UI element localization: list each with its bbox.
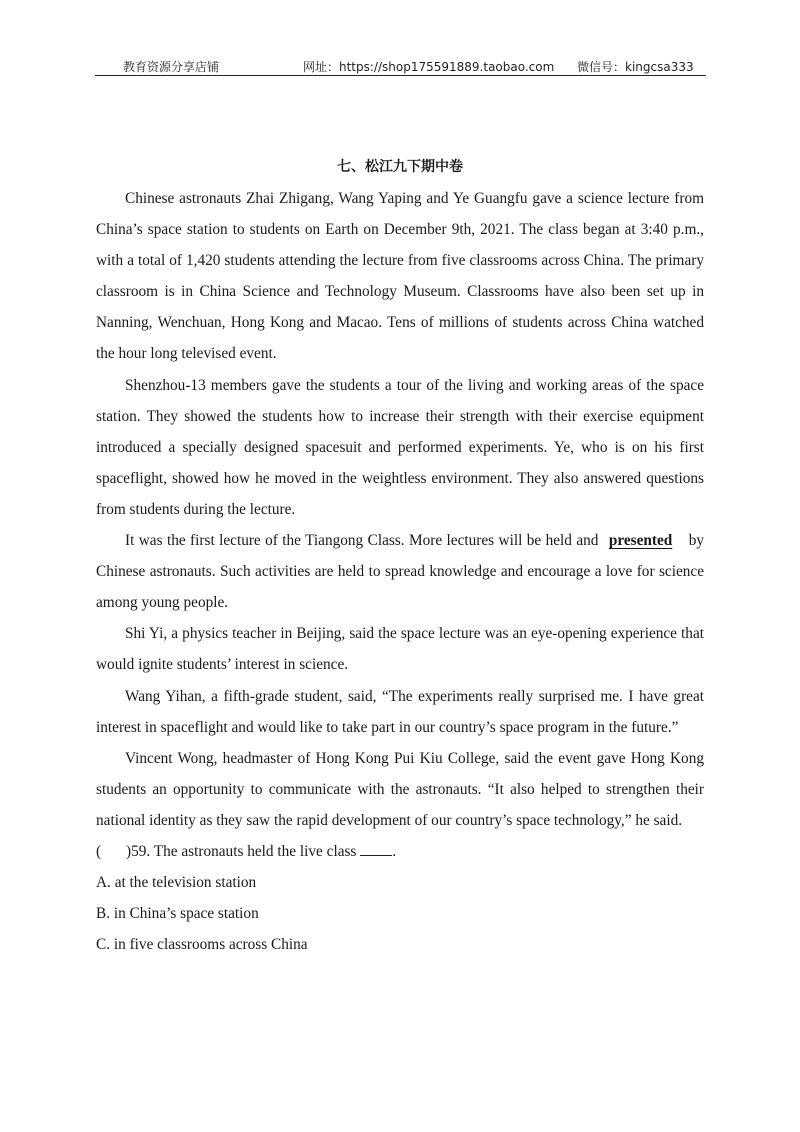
page-header bbox=[95, 55, 706, 76]
question-text: )59. The astronauts held the live class bbox=[126, 842, 357, 860]
answer-blank: presented bbox=[608, 532, 673, 550]
question-blank bbox=[360, 841, 392, 856]
paragraph-6: Vincent Wong, headmaster of Hong Kong Pui Kiu College, said the event gave Hong Kong students an opportunity to communicate with the astronauts. “It also helped to strengthen their national identity as they saw the rapid development of our country’s space technology,” he said. bbox=[96, 749, 704, 829]
document-body bbox=[96, 152, 704, 960]
option-a: A. at the television station bbox=[96, 874, 257, 892]
header-shop-name: 教育资源分享店铺 bbox=[123, 60, 220, 74]
question-59 bbox=[96, 836, 704, 867]
paragraph-3 bbox=[96, 525, 704, 618]
paragraph-4: Shi Yi, a physics teacher in Beijing, said the space lecture was an eye-opening experience that would ignite students’ interest in science. bbox=[96, 625, 704, 674]
header-wechat: 微信号：kingcsa333 bbox=[577, 60, 694, 74]
option-b: B. in China’s space station bbox=[96, 905, 259, 923]
question-end: . bbox=[392, 842, 397, 860]
paragraph-3-after: by Chinese astronauts. Such activities are held to spread knowledge and encourage a love for science among young people. bbox=[96, 532, 705, 612]
paragraph-2: Shenzhou-13 members gave the students a tour of the living and working areas of the space station. They showed the students how to increase their strength with their exercise equipment introduced a specially designed spacesuit and performed experiments. Ye, who is on his first spaceflight, showed how he moved in the weightless environment. They also answered questions from students during the lecture. bbox=[96, 376, 704, 518]
document-title: 七、松江九下期中卷 bbox=[337, 159, 463, 175]
paragraph-5: Wang Yihan, a fifth-grade student, said, “The experiments really surprised me. I have great interest in spaceflight and would like to take part in our country’s space program in the future.” bbox=[96, 687, 704, 736]
header-website: 网址：https://shop175591889.taobao.com bbox=[303, 60, 555, 74]
option-c: C. in five classrooms across China bbox=[96, 936, 308, 954]
paragraph-3-before: It was the first lecture of the Tiangong Class. More lectures will be held and bbox=[125, 532, 599, 550]
question-paren: ( bbox=[96, 842, 102, 860]
paragraph-1: Chinese astronauts Zhai Zhigang, Wang Yaping and Ye Guangfu gave a science lecture from China’s space station to students on Earth on December 9th, 2021. The class began at 3:40 p.m., with a total of 1,420 students attending the lecture from five classrooms across China. The primary classroom is in China Science and Technology Museum. Classrooms have also been set up in Nanning, Wenchuan, Hong Kong and Macao. Tens of millions of students across China watched the hour long televised event. bbox=[96, 190, 704, 363]
